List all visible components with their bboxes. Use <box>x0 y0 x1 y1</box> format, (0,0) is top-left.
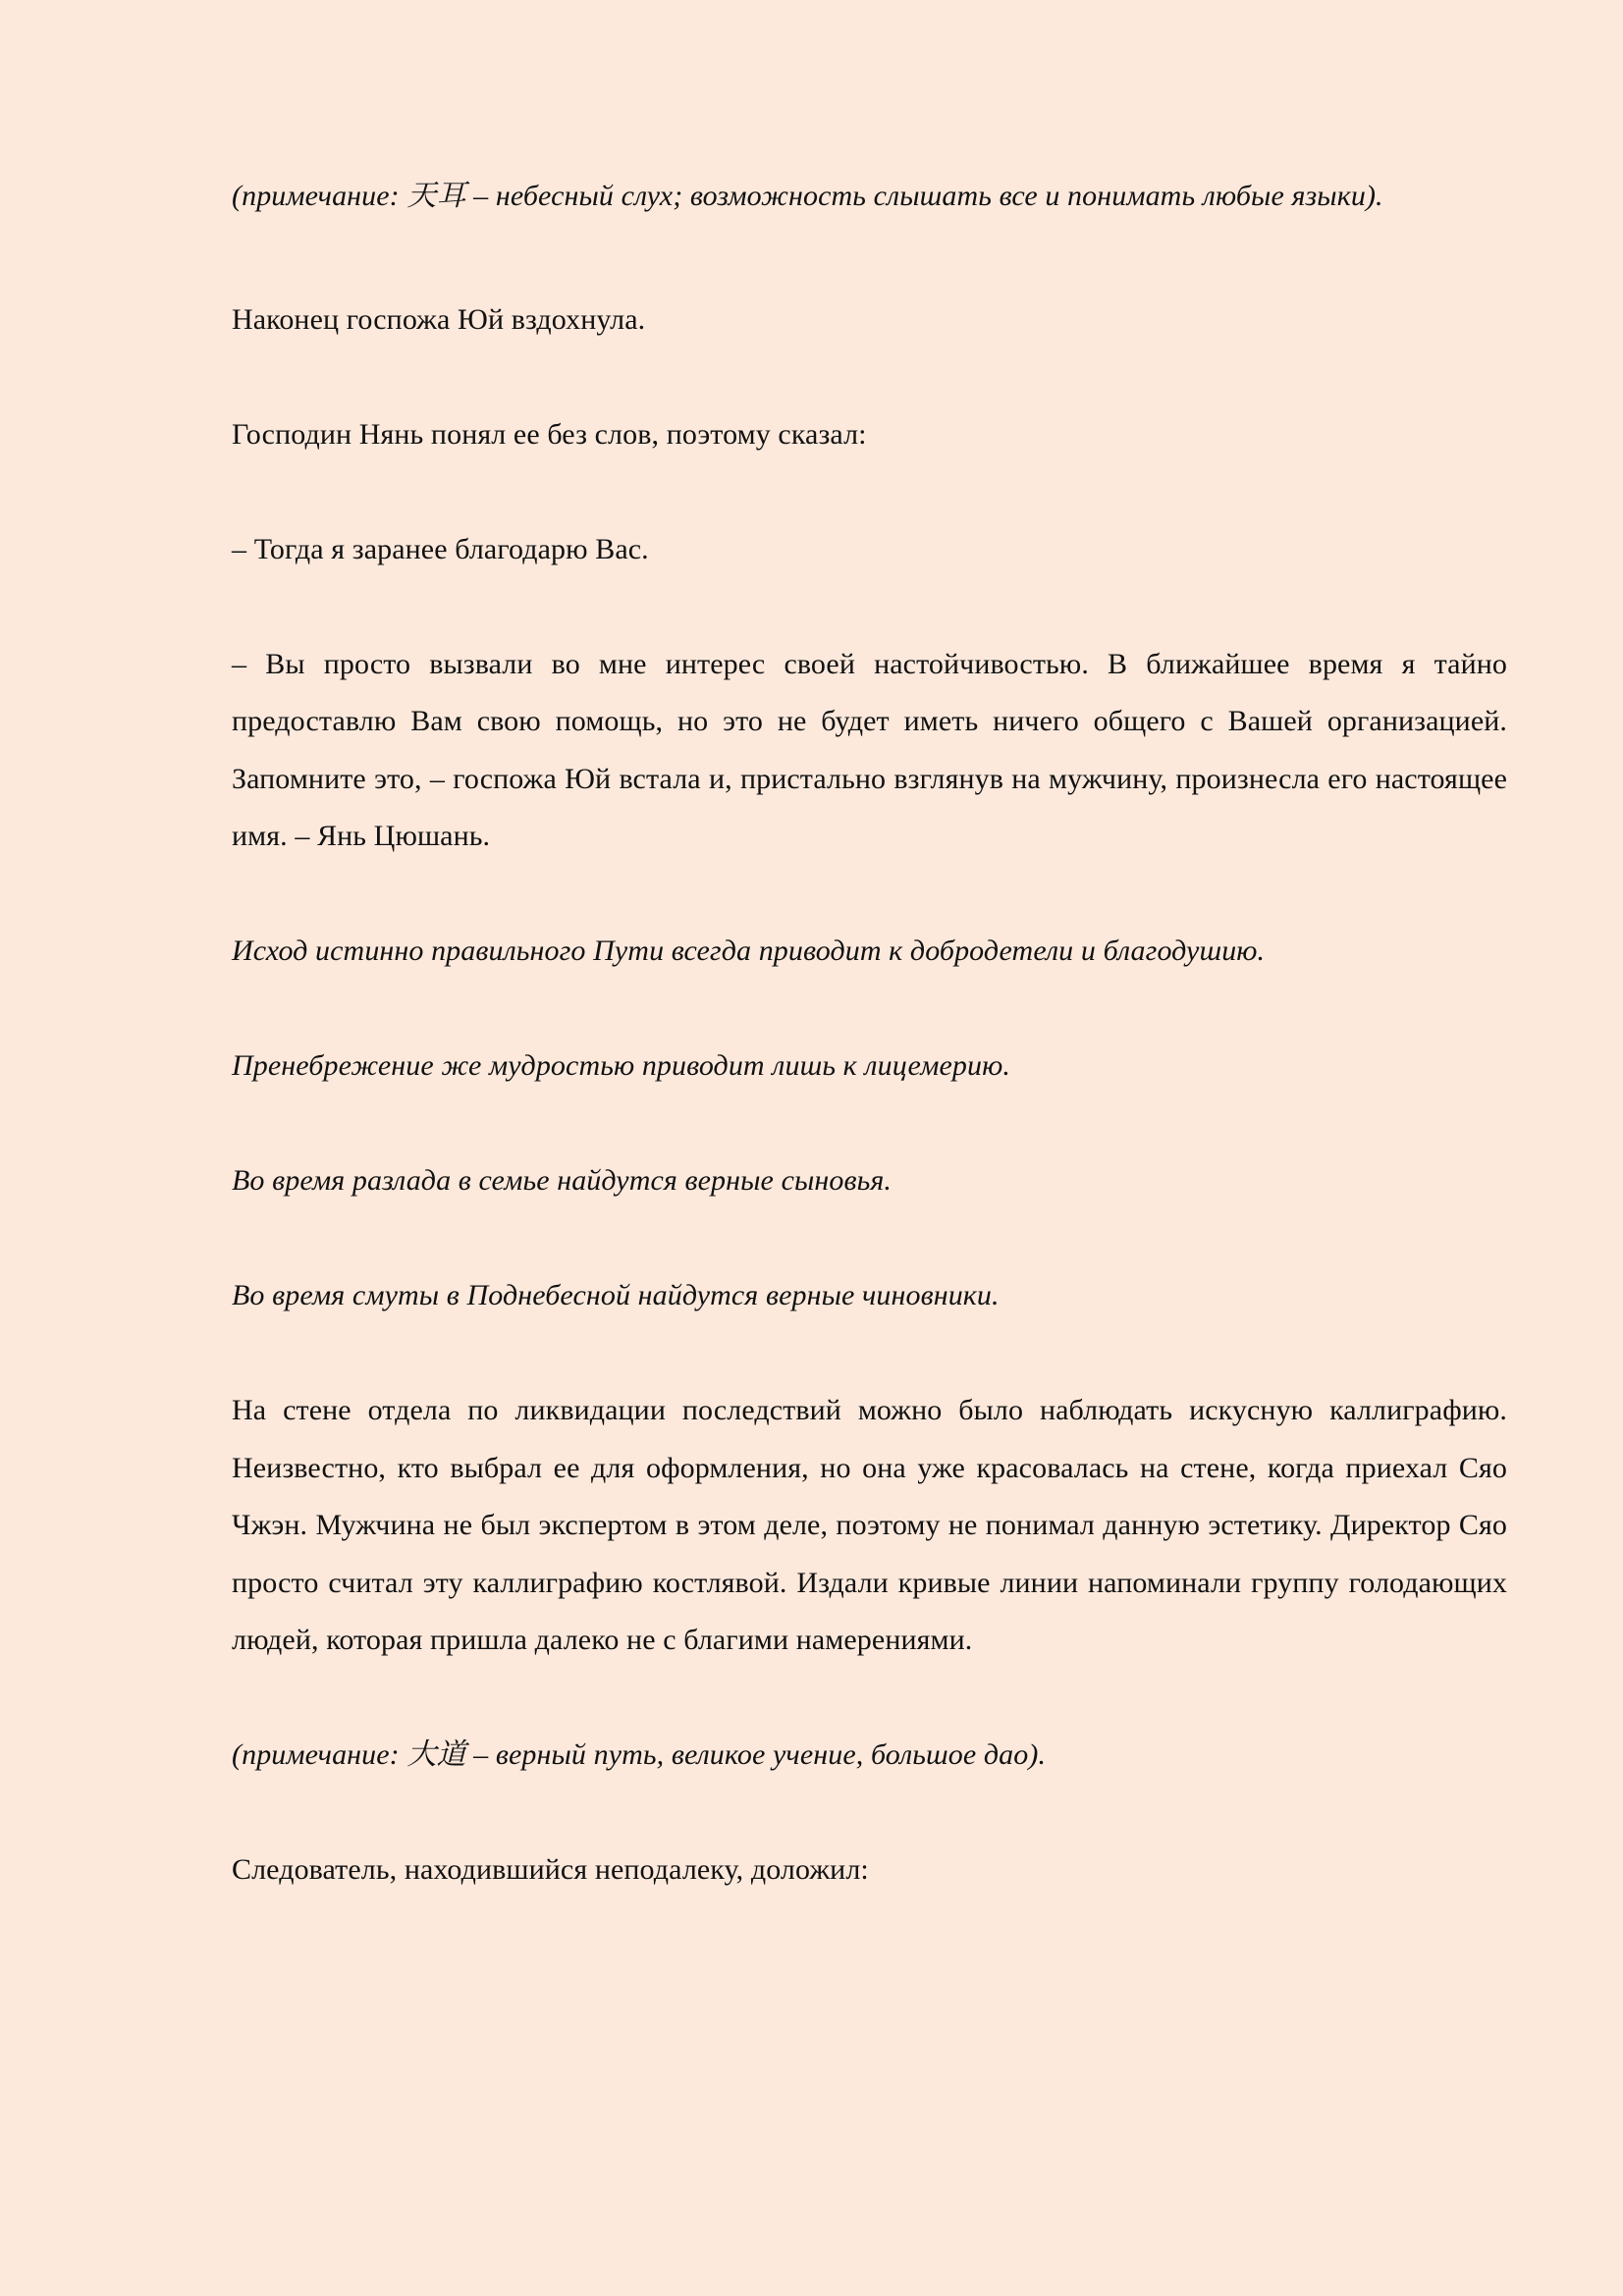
verse-line-1: Исход истинно правильного Пути всегда приводит к добродетели и благодушию. <box>232 934 1266 967</box>
paragraph-investigator: Следователь, находившийся неподалеку, доложил: <box>232 1853 869 1886</box>
dialogue-reply: – Вы просто вызвали во мне интерес своей настойчивостью. В ближайшее время я тайно предоставлю Вам свою помощь, но это не будет иметь ничего общего с Вашей организацией. Запомните это, – госпожа Юй встала и, пристально взглянув на мужчину, произнесла его настоящее имя. – Янь Цюшань. <box>232 647 1507 852</box>
paragraph-sigh: Наконец госпожа Юй вздохнула. <box>232 302 646 336</box>
document-page <box>232 159 1507 1956</box>
verse-line-2: Пренебрежение же мудростью приводит лишь к лицемерию. <box>232 1049 1010 1082</box>
verse-line-3: Во время разлада в семье найдутся верные сыновья. <box>232 1164 893 1197</box>
paragraph-understood: Господин Нянь понял ее без слов, поэтому сказал: <box>232 417 867 451</box>
paragraph-calligraphy: На стене отдела по ликвидации последствий можно было наблюдать искусную каллиграфию. Неизвестно, кто выбрал ее для оформления, но она уже красовалась на стене, когда приехал Сяо Чжэн. Мужчина не был экспертом в этом деле, поэтому не понимал данную эстетику. Директор Сяо просто считал эту каллиграфию костлявой. Издали кривые линии напоминали группу голодающих людей, которая пришла далеко не с благими намерениями. <box>232 1394 1507 1656</box>
translator-note-tian-er: (примечание: 天耳 – небесный слух; возможность слышать все и понимать любые языки). <box>232 180 1383 212</box>
verse-line-4: Во время смуты в Поднебесной найдутся верные чиновники. <box>232 1279 1000 1311</box>
translator-note-da-dao: (примечание: 大道 – верный путь, великое учение, большое дао). <box>232 1738 1047 1771</box>
dialogue-thanks: – Тогда я заранее благодарю Вас. <box>232 532 649 565</box>
